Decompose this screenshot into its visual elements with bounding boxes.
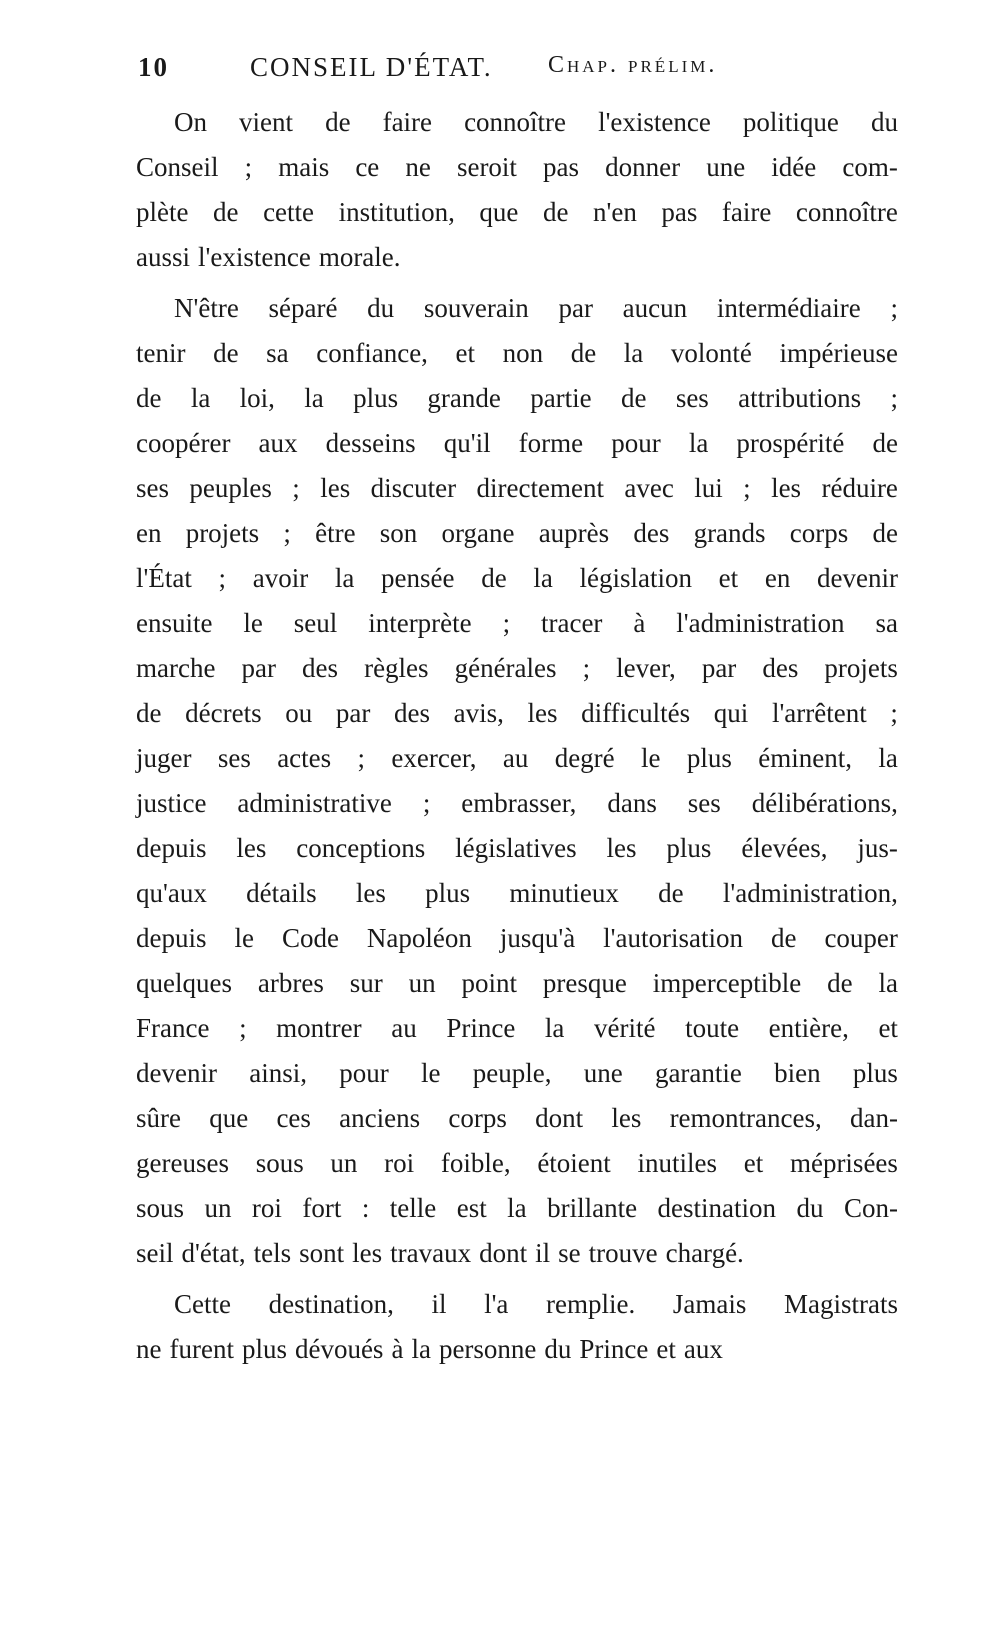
- word: couper: [824, 923, 898, 953]
- text-line: [136, 1327, 898, 1372]
- text-line: [136, 781, 898, 826]
- word: aux: [258, 428, 298, 458]
- word: au: [502, 743, 529, 773]
- word: connoître: [795, 197, 898, 227]
- word: l'État: [136, 563, 192, 593]
- word: telle: [389, 1193, 437, 1223]
- text-line: [136, 100, 898, 145]
- word: du: [544, 1334, 572, 1364]
- paragraph: [136, 286, 898, 1276]
- word: lever,: [616, 653, 676, 683]
- word: de: [213, 197, 239, 227]
- text-line: [136, 1282, 898, 1327]
- word: de: [213, 338, 239, 368]
- word: son: [379, 518, 418, 548]
- text-line: [136, 376, 898, 421]
- word: com-: [842, 152, 898, 182]
- word: difficultés: [581, 698, 691, 728]
- word: tels: [253, 1238, 292, 1268]
- word: de: [827, 968, 853, 998]
- word: de: [136, 698, 162, 728]
- word: bien: [774, 1058, 821, 1088]
- text-line: [136, 646, 898, 691]
- word: chargé.: [665, 1238, 744, 1268]
- word: seul: [293, 608, 338, 638]
- word: cette: [263, 197, 315, 227]
- word: travaux: [390, 1238, 472, 1268]
- word: à: [391, 1334, 404, 1364]
- word: loi,: [239, 383, 275, 413]
- word: le: [243, 608, 263, 638]
- word: l'a: [484, 1289, 509, 1319]
- word: pour: [611, 428, 661, 458]
- word: les: [527, 698, 558, 728]
- word: que: [479, 197, 519, 227]
- word: destination: [657, 1193, 777, 1223]
- word: attributions: [738, 383, 862, 413]
- word: ce: [355, 152, 380, 182]
- text-line: [136, 1051, 898, 1096]
- word: législation: [579, 563, 692, 593]
- word: discuter: [370, 473, 457, 503]
- word: corps: [448, 1103, 507, 1133]
- word: pensée: [381, 563, 455, 593]
- word: de: [872, 518, 898, 548]
- word: d'état,: [181, 1238, 246, 1268]
- word: règles: [364, 653, 429, 683]
- word: dévoués: [294, 1334, 384, 1364]
- word: la: [304, 383, 324, 413]
- word: devenir: [136, 1058, 217, 1088]
- word: décrets: [185, 698, 262, 728]
- text-line: [136, 1231, 898, 1276]
- paragraph: [136, 1282, 898, 1372]
- text-line: [136, 871, 898, 916]
- word: sa: [266, 338, 289, 368]
- word: corps: [789, 518, 849, 548]
- word: ;: [292, 473, 300, 503]
- word: point: [461, 968, 518, 998]
- word: il: [535, 1238, 551, 1268]
- text-line: [136, 145, 898, 190]
- word: tenir: [136, 338, 186, 368]
- word: non: [502, 338, 544, 368]
- word: minutieux: [509, 878, 619, 908]
- word: est: [456, 1193, 487, 1223]
- word: entière,: [768, 1013, 849, 1043]
- word: faire: [382, 107, 433, 137]
- word: un: [204, 1193, 232, 1223]
- word: souverain: [423, 293, 529, 323]
- word: sa: [875, 608, 898, 638]
- word: la: [190, 383, 211, 413]
- word: embrasser,: [461, 788, 577, 818]
- word: foible,: [440, 1148, 511, 1178]
- word: connoître: [464, 107, 567, 137]
- word: juger: [136, 743, 192, 773]
- word: lui: [694, 473, 723, 503]
- word: l'existence: [198, 242, 311, 272]
- word: dont: [535, 1103, 584, 1133]
- word: interprète: [368, 608, 472, 638]
- word: devenir: [817, 563, 898, 593]
- word: de: [872, 428, 898, 458]
- word: l'arrêtent: [771, 698, 867, 728]
- word: la: [878, 968, 898, 998]
- word: trouve: [588, 1238, 658, 1268]
- word: destination,: [268, 1289, 394, 1319]
- word: mais: [278, 152, 330, 182]
- word: desseins: [325, 428, 416, 458]
- word: jus-: [857, 833, 898, 863]
- word: pas: [543, 152, 580, 182]
- text-line: [136, 556, 898, 601]
- text-line: [136, 736, 898, 781]
- text-line: [136, 190, 898, 235]
- word: de: [770, 923, 797, 953]
- word: inutiles: [637, 1148, 718, 1178]
- word: impérieuse: [779, 338, 898, 368]
- word: méprisées: [789, 1148, 898, 1178]
- word: anciens: [339, 1103, 421, 1133]
- word: plus: [241, 1334, 287, 1364]
- word: Magistrats: [783, 1289, 898, 1319]
- word: ses: [675, 383, 709, 413]
- word: et: [878, 1013, 898, 1043]
- word: au: [391, 1013, 417, 1043]
- word: ;: [582, 653, 591, 683]
- word: institution,: [338, 197, 455, 227]
- word: ses: [687, 788, 721, 818]
- word: confiance,: [316, 338, 428, 368]
- word: exercer,: [391, 743, 477, 773]
- word: peuples: [189, 473, 272, 503]
- word: de: [136, 383, 162, 413]
- word: les: [771, 473, 802, 503]
- word: et: [656, 1334, 676, 1364]
- word: directement: [476, 473, 604, 503]
- word: avis,: [453, 698, 504, 728]
- word: les: [611, 1103, 642, 1133]
- word: ses: [136, 473, 169, 503]
- word: vérité: [594, 1013, 656, 1043]
- word: grande: [427, 383, 501, 413]
- word: aucun: [622, 293, 688, 323]
- word: la: [507, 1193, 527, 1223]
- word: plus: [666, 833, 712, 863]
- word: jusqu'à: [499, 923, 576, 953]
- word: le: [641, 743, 661, 773]
- word: justice: [136, 788, 207, 818]
- word: conceptions: [296, 833, 426, 863]
- word: dan-: [849, 1103, 898, 1133]
- word: de: [481, 563, 507, 593]
- text-line: [136, 916, 898, 961]
- word: prospérité: [736, 428, 845, 458]
- word: plus: [686, 743, 732, 773]
- word: délibérations,: [751, 788, 898, 818]
- word: Prince: [579, 1334, 649, 1364]
- word: ses: [217, 743, 251, 773]
- word: par: [558, 293, 593, 323]
- word: les: [320, 473, 351, 503]
- word: et: [718, 563, 739, 593]
- word: pas: [661, 197, 698, 227]
- word: faire: [721, 197, 772, 227]
- word: l'existence: [598, 107, 711, 137]
- word: projets: [824, 653, 898, 683]
- word: la: [411, 1334, 431, 1364]
- word: la: [334, 563, 355, 593]
- word: On: [174, 107, 207, 137]
- word: ;: [239, 1013, 247, 1043]
- word: actes: [277, 743, 332, 773]
- word: et: [455, 338, 476, 368]
- word: l'administration,: [722, 878, 898, 908]
- word: des: [762, 653, 799, 683]
- word: idée: [771, 152, 817, 182]
- word: Prince: [446, 1013, 516, 1043]
- word: de: [570, 338, 597, 368]
- word: volonté: [670, 338, 752, 368]
- word: ;: [890, 698, 898, 728]
- word: brillante: [547, 1193, 638, 1223]
- word: des: [633, 518, 670, 548]
- text-line: [136, 1141, 898, 1186]
- word: la: [533, 563, 553, 593]
- word: plus: [852, 1058, 898, 1088]
- word: administrative: [237, 788, 392, 818]
- word: ces: [276, 1103, 311, 1133]
- word: tracer: [540, 608, 603, 638]
- word: une: [583, 1058, 623, 1088]
- word: morale.: [318, 242, 401, 272]
- word: marche: [136, 653, 216, 683]
- word: avec: [624, 473, 674, 503]
- word: :: [361, 1193, 370, 1223]
- word: projets: [185, 518, 260, 548]
- text-line: [136, 691, 898, 736]
- word: ;: [422, 788, 431, 818]
- word: ;: [890, 293, 898, 323]
- word: politique: [742, 107, 839, 137]
- word: organe: [441, 518, 515, 548]
- word: ne: [405, 152, 431, 182]
- word: intermédiaire: [716, 293, 861, 323]
- word: du: [870, 107, 898, 137]
- word: détails: [246, 878, 317, 908]
- word: Con-: [843, 1193, 898, 1223]
- word: une: [706, 152, 746, 182]
- word: dont: [479, 1238, 528, 1268]
- word: étoient: [537, 1148, 611, 1178]
- word: personne: [438, 1334, 537, 1364]
- word: de: [621, 383, 647, 413]
- word: la: [878, 743, 898, 773]
- word: imperceptible: [652, 968, 802, 998]
- word: de: [542, 197, 569, 227]
- word: remplie.: [546, 1289, 636, 1319]
- word: des: [393, 698, 430, 728]
- word: sont: [299, 1238, 345, 1268]
- word: être: [315, 518, 356, 548]
- word: par: [701, 653, 737, 683]
- word: réduire: [821, 473, 898, 503]
- running-chapter: Chap. prélim.: [548, 52, 718, 78]
- word: par: [335, 698, 371, 728]
- word: plus: [425, 878, 471, 908]
- word: auprès: [538, 518, 610, 548]
- word: il: [431, 1289, 447, 1319]
- word: ;: [890, 383, 898, 413]
- text-line: [136, 961, 898, 1006]
- word: les: [352, 1238, 383, 1268]
- text-line: [136, 601, 898, 646]
- word: le: [234, 923, 254, 953]
- word: un: [330, 1148, 358, 1178]
- word: sous: [136, 1193, 185, 1223]
- word: arbres: [257, 968, 324, 998]
- page-number: 10: [138, 52, 169, 82]
- word: sûre: [136, 1103, 181, 1133]
- word: les: [606, 833, 637, 863]
- word: éminent,: [758, 743, 852, 773]
- word: seroit: [456, 152, 517, 182]
- word: la: [688, 428, 709, 458]
- word: du: [796, 1193, 824, 1223]
- word: générales: [454, 653, 557, 683]
- text-line: [136, 1006, 898, 1051]
- word: qu'il: [443, 428, 491, 458]
- word: ;: [502, 608, 511, 638]
- paragraph: [136, 100, 898, 280]
- running-title: CONSEIL D'ÉTAT.: [250, 52, 493, 82]
- word: ou: [285, 698, 313, 728]
- word: qu'aux: [136, 878, 207, 908]
- word: quelques: [136, 968, 232, 998]
- word: que: [209, 1103, 249, 1133]
- word: ;: [283, 518, 291, 548]
- word: Jamais: [672, 1289, 747, 1319]
- word: l'administration: [676, 608, 845, 638]
- word: garantie: [654, 1058, 742, 1088]
- text-line: [136, 466, 898, 511]
- text-line: [136, 331, 898, 376]
- word: n'en: [592, 197, 637, 227]
- word: par: [241, 653, 276, 683]
- text-line: [136, 1186, 898, 1231]
- word: seil: [136, 1238, 174, 1268]
- word: l'autorisation: [603, 923, 744, 953]
- word: en: [136, 518, 162, 548]
- word: en: [764, 563, 791, 593]
- word: depuis: [136, 923, 207, 953]
- word: ;: [218, 563, 227, 593]
- word: le: [420, 1058, 441, 1088]
- text-line: [136, 235, 898, 280]
- word: se: [558, 1238, 581, 1268]
- word: sur: [349, 968, 383, 998]
- word: forme: [518, 428, 584, 458]
- word: la: [623, 338, 644, 368]
- word: avoir: [252, 563, 309, 593]
- word: roi: [251, 1193, 282, 1223]
- word: N'être: [174, 293, 239, 323]
- word: plète: [136, 197, 189, 227]
- word: du: [367, 293, 395, 323]
- word: élevées,: [741, 833, 828, 863]
- body-text: [136, 100, 898, 1372]
- word: pour: [339, 1058, 389, 1088]
- word: ;: [244, 152, 253, 182]
- word: roi: [384, 1148, 415, 1178]
- word: presque: [542, 968, 627, 998]
- word: les: [236, 833, 267, 863]
- word: et: [743, 1148, 764, 1178]
- word: de: [325, 107, 351, 137]
- word: grands: [693, 518, 766, 548]
- word: la: [544, 1013, 565, 1043]
- word: ;: [743, 473, 751, 503]
- word: peuple,: [472, 1058, 552, 1088]
- word: ensuite: [136, 608, 213, 638]
- text-line: [136, 511, 898, 556]
- word: furent: [169, 1334, 234, 1364]
- word: législatives: [455, 833, 577, 863]
- word: donner: [605, 152, 681, 182]
- word: aussi: [136, 242, 190, 272]
- word: Napoléon: [366, 923, 472, 953]
- word: gereuses: [136, 1148, 229, 1178]
- word: montrer: [276, 1013, 362, 1043]
- word: des: [302, 653, 339, 683]
- word: les: [355, 878, 386, 908]
- word: ;: [357, 743, 366, 773]
- word: qui: [713, 698, 749, 728]
- word: vient: [239, 107, 294, 137]
- word: à: [633, 608, 646, 638]
- word: remontrances,: [669, 1103, 822, 1133]
- word: ne: [136, 1334, 162, 1364]
- word: France: [136, 1013, 210, 1043]
- word: coopérer: [136, 428, 231, 458]
- word: degré: [554, 743, 615, 773]
- word: séparé: [268, 293, 338, 323]
- word: depuis: [136, 833, 207, 863]
- word: toute: [685, 1013, 740, 1043]
- word: fort: [302, 1193, 342, 1223]
- word: sous: [255, 1148, 304, 1178]
- running-head: [138, 52, 898, 92]
- word: Code: [281, 923, 339, 953]
- word: ainsi,: [249, 1058, 307, 1088]
- text-line: [136, 826, 898, 871]
- word: partie: [530, 383, 592, 413]
- word: plus: [353, 383, 399, 413]
- word: dans: [607, 788, 657, 818]
- word: Cette: [174, 1289, 231, 1319]
- word: aux: [683, 1334, 723, 1364]
- text-line: [136, 1096, 898, 1141]
- word: Conseil: [136, 152, 219, 182]
- word: un: [408, 968, 436, 998]
- word: de: [658, 878, 684, 908]
- text-line: [136, 286, 898, 331]
- text-line: [136, 421, 898, 466]
